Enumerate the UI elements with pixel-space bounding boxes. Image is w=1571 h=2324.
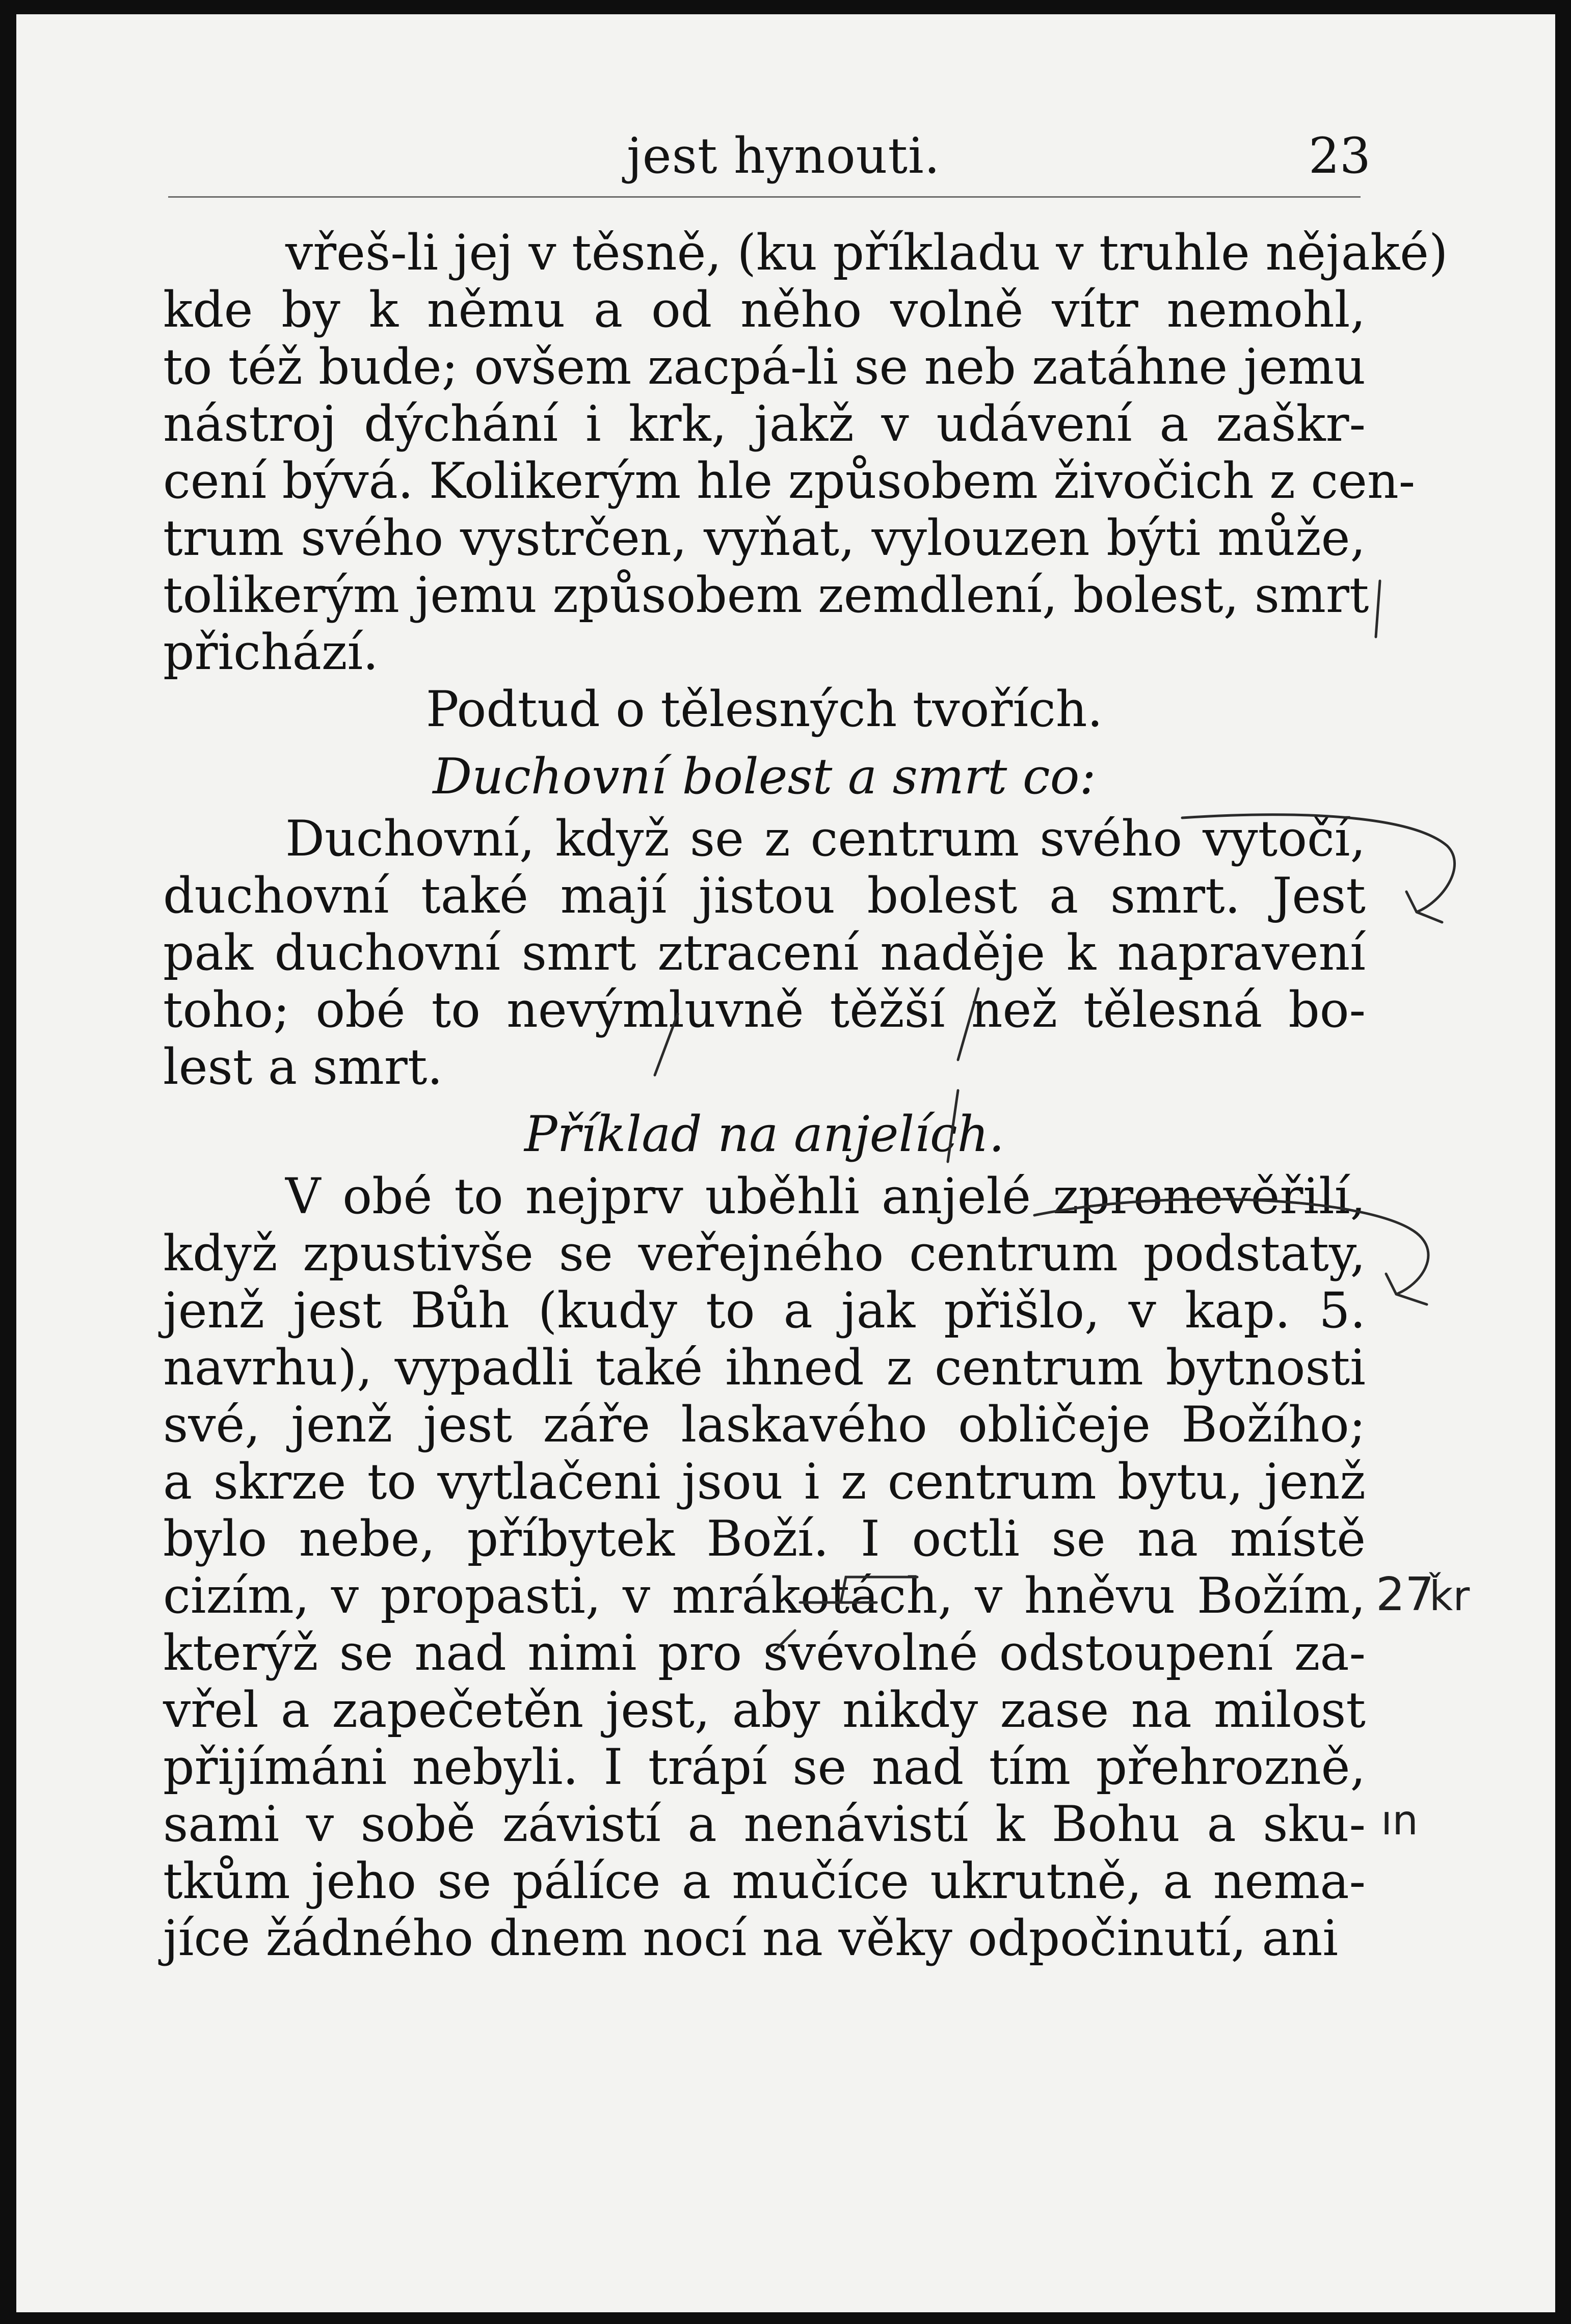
text-line: trum svého vystrčen, vyňat, vylouzen býti může, xyxy=(163,510,1366,567)
section-heading: Duchovní bolest a smrt co: xyxy=(433,748,1096,805)
text-line: lest a smrt. xyxy=(163,1038,443,1096)
page-number: 23 xyxy=(1308,127,1371,184)
margin-stroke xyxy=(1376,581,1380,637)
text-line: vřeš-li jej v těsně, (ku příkladu v truhle nějaké) xyxy=(285,224,1448,281)
arrow-line-1 xyxy=(1182,815,1455,912)
text-line: navrhu), vypadli také ihned z centrum bytnosti xyxy=(163,1339,1366,1396)
bracket-centrum xyxy=(841,1577,917,1602)
text-line: sami v sobě závistí a nenávistí k Bohu a sku- xyxy=(163,1796,1366,1853)
text-line: tolikerým jemu způsobem zemdlení, bolest, smrt xyxy=(163,567,1369,624)
text-line: přichází. xyxy=(163,624,379,681)
insert-stroke-1 xyxy=(655,1014,678,1075)
text-line: vřel a zapečetěn jest, aby nikdy zase na milost xyxy=(163,1681,1366,1739)
running-head: jest hynouti. xyxy=(627,127,941,184)
text-line: tkům jeho se pálíce a mučíce ukrutně, a nema- xyxy=(163,1853,1366,1910)
margin-numeral: 27 xyxy=(1376,1568,1434,1621)
text-line: a skrze to vytlačeni jsou i z centrum bytu, jenž xyxy=(163,1453,1366,1510)
text-line: kde by k němu a od něho volně vítr nemohl, xyxy=(163,281,1366,338)
text-line: cení bývá. Kolikerým hle způsobem živočich z cen- xyxy=(163,452,1416,510)
text-line: bylo nebe, příbytek Boží. I octli se na místě xyxy=(163,1510,1366,1567)
insert-stroke-3 xyxy=(948,1090,958,1162)
text-line: Duchovní, když se z centrum svého vytočí, xyxy=(285,810,1366,867)
margin-note-2: ın xyxy=(1381,1797,1418,1844)
text-line: své, jenž jest záře laskavého obličeje Božího; xyxy=(163,1396,1366,1453)
text-line: V obé to nejprv uběhli anjelé zpronevěřilí, xyxy=(285,1168,1366,1225)
section-closing-line: Podtud o tělesných tvořích. xyxy=(425,681,1103,738)
text-line: duchovní také mají jistou bolest a smrt. Jest xyxy=(163,867,1366,924)
text-line: cizím, v propasti, v mrákotách, v hněvu Božím, xyxy=(163,1567,1366,1624)
text-line: kterýž se nad nimi pro svévolné odstoupení za- xyxy=(163,1624,1366,1681)
text-line: když zpustivše se veřejného centrum podstaty, xyxy=(163,1225,1366,1282)
margin-note: ǩr xyxy=(1429,1572,1470,1620)
arrow-line-2 xyxy=(1034,1199,1428,1294)
text-line: toho; obé to nevýmluvně těžší než tělesná bo- xyxy=(163,981,1366,1038)
insert-stroke-2 xyxy=(958,989,978,1060)
text-line: nástroj dýchání i krk, jakž v udávení a zaškr- xyxy=(163,395,1366,452)
text-line: přijímáni nebyli. I trápí se nad tím přehrozně, xyxy=(163,1739,1366,1796)
text-line: jenž jest Bůh (kudy to a jak přišlo, v kap. 5. xyxy=(163,1282,1366,1339)
text-line: pak duchovní smrt ztracení naděje k napravení xyxy=(163,924,1366,981)
section-heading: Příklad na anjelích. xyxy=(524,1106,1004,1163)
text-line: jíce žádného dnem nocí na věky odpočinutí, ani xyxy=(163,1910,1339,1967)
insert-mark-3 xyxy=(775,1631,795,1651)
text-line: to též bude; ovšem zacpá-li se neb zatáhne jemu xyxy=(163,338,1366,395)
